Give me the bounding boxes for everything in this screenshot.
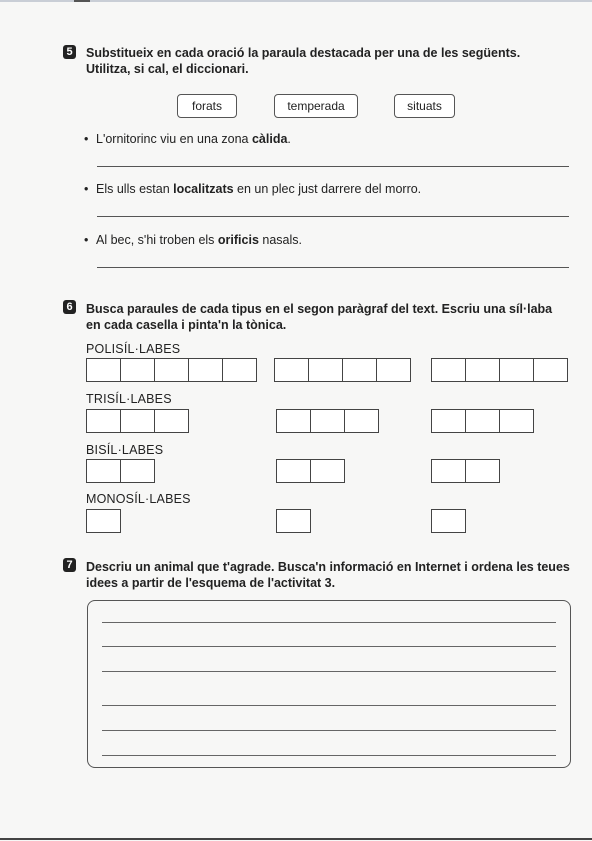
sentence-text: nasals. [258, 233, 302, 247]
instruction-line: Utilitza, si cal, el diccionari. [86, 62, 249, 76]
syllable-cell[interactable] [311, 460, 344, 482]
syllable-cell[interactable] [500, 359, 534, 381]
category-label-trisyllables: TRISÍL·LABES [86, 392, 172, 406]
sentence-item [84, 233, 302, 247]
exercise-6-number: 6 [63, 300, 76, 314]
syllable-cell[interactable] [275, 359, 309, 381]
syllable-cell[interactable] [121, 460, 154, 482]
exercise-5-instruction [86, 45, 520, 77]
sentence-item [84, 182, 421, 196]
exercise-6-instruction [86, 301, 552, 333]
answer-line[interactable] [97, 166, 569, 167]
syllable-cell[interactable] [277, 410, 311, 432]
syllable-cell[interactable] [311, 410, 345, 432]
syllable-grid-4[interactable] [431, 358, 568, 382]
syllable-cell[interactable] [189, 359, 223, 381]
syllable-grid-2[interactable] [431, 459, 500, 483]
syllable-cell[interactable] [466, 460, 499, 482]
instruction-line: Descriu un animal que t'agrade. Busca'n informació en Internet i ordena les teues [86, 560, 570, 574]
syllable-grid-2[interactable] [276, 459, 345, 483]
syllable-cell[interactable] [534, 359, 567, 381]
sentence-item [84, 132, 291, 146]
answer-line[interactable] [97, 267, 569, 268]
sentence-text: Els ulls estan [96, 182, 174, 196]
syllable-cell[interactable] [87, 410, 121, 432]
exercise-7-instruction [86, 559, 570, 591]
syllable-grid-3[interactable] [276, 409, 379, 433]
syllable-cell[interactable] [432, 460, 466, 482]
word-box-forats: forats [177, 94, 237, 118]
bullet-dot: • [84, 233, 89, 247]
word-box-temperada: temperada [274, 94, 358, 118]
syllable-cell[interactable] [87, 359, 121, 381]
category-label-bisyllables: BISÍL·LABES [86, 443, 164, 457]
syllable-cell[interactable] [432, 410, 466, 432]
syllable-grid-3[interactable] [431, 409, 534, 433]
bullet-dot: • [84, 132, 89, 146]
syllable-cell[interactable] [277, 510, 310, 532]
syllable-cell[interactable] [345, 410, 378, 432]
instruction-line: Substitueix en cada oració la paraula destacada per una de les següents. [86, 46, 521, 60]
exercise-5-number: 5 [63, 45, 76, 59]
syllable-cell[interactable] [277, 460, 311, 482]
instruction-line: Busca paraules de cada tipus en el segon paràgraf del text. Escriu una síl·laba [86, 302, 553, 316]
sentence-text: en un plec just darrere del morro. [233, 182, 422, 196]
writing-line[interactable] [102, 755, 556, 756]
syllable-cell[interactable] [155, 410, 188, 432]
syllable-grid-3[interactable] [86, 409, 189, 433]
sentence-text: L'ornitorinc viu en una zona [96, 132, 252, 146]
writing-line[interactable] [102, 671, 556, 672]
syllable-cell[interactable] [223, 359, 256, 381]
highlighted-word: orificis [217, 233, 259, 247]
word-box-situats: situats [394, 94, 455, 118]
syllable-cell[interactable] [121, 359, 155, 381]
syllable-cell[interactable] [155, 359, 189, 381]
writing-line[interactable] [102, 646, 556, 647]
syllable-cell[interactable] [466, 410, 500, 432]
syllable-cell[interactable] [466, 359, 500, 381]
bottom-rule [0, 838, 592, 840]
syllable-cell[interactable] [309, 359, 343, 381]
instruction-line: en cada casella i pinta'n la tònica. [86, 318, 287, 332]
writing-area[interactable] [87, 600, 571, 768]
syllable-grid-1[interactable] [276, 509, 311, 533]
syllable-grid-1[interactable] [431, 509, 466, 533]
sentence-text: Al bec, s'hi troben els [96, 233, 218, 247]
category-label-monosyllables: MONOSÍL·LABES [86, 492, 191, 506]
syllable-grid-4[interactable] [274, 358, 411, 382]
sentence-text: . [287, 132, 291, 146]
syllable-cell[interactable] [87, 460, 121, 482]
highlighted-word: localitzats [173, 182, 234, 196]
answer-line[interactable] [97, 216, 569, 217]
category-label-polysyllables: POLISÍL·LABES [86, 342, 181, 356]
syllable-cell[interactable] [500, 410, 533, 432]
writing-line[interactable] [102, 730, 556, 731]
top-mark [74, 0, 90, 2]
syllable-cell[interactable] [343, 359, 377, 381]
syllable-cell[interactable] [432, 510, 465, 532]
writing-line[interactable] [102, 705, 556, 706]
syllable-cell[interactable] [432, 359, 466, 381]
instruction-line: idees a partir de l'esquema de l'activitat 3. [86, 576, 336, 590]
syllable-cell[interactable] [87, 510, 120, 532]
syllable-grid-5[interactable] [86, 358, 257, 382]
highlighted-word: càlida [251, 132, 288, 146]
syllable-cell[interactable] [377, 359, 410, 381]
syllable-grid-1[interactable] [86, 509, 121, 533]
syllable-grid-2[interactable] [86, 459, 155, 483]
writing-line[interactable] [102, 622, 556, 623]
exercise-7-number: 7 [63, 558, 76, 572]
bullet-dot: • [84, 182, 89, 196]
syllable-cell[interactable] [121, 410, 155, 432]
